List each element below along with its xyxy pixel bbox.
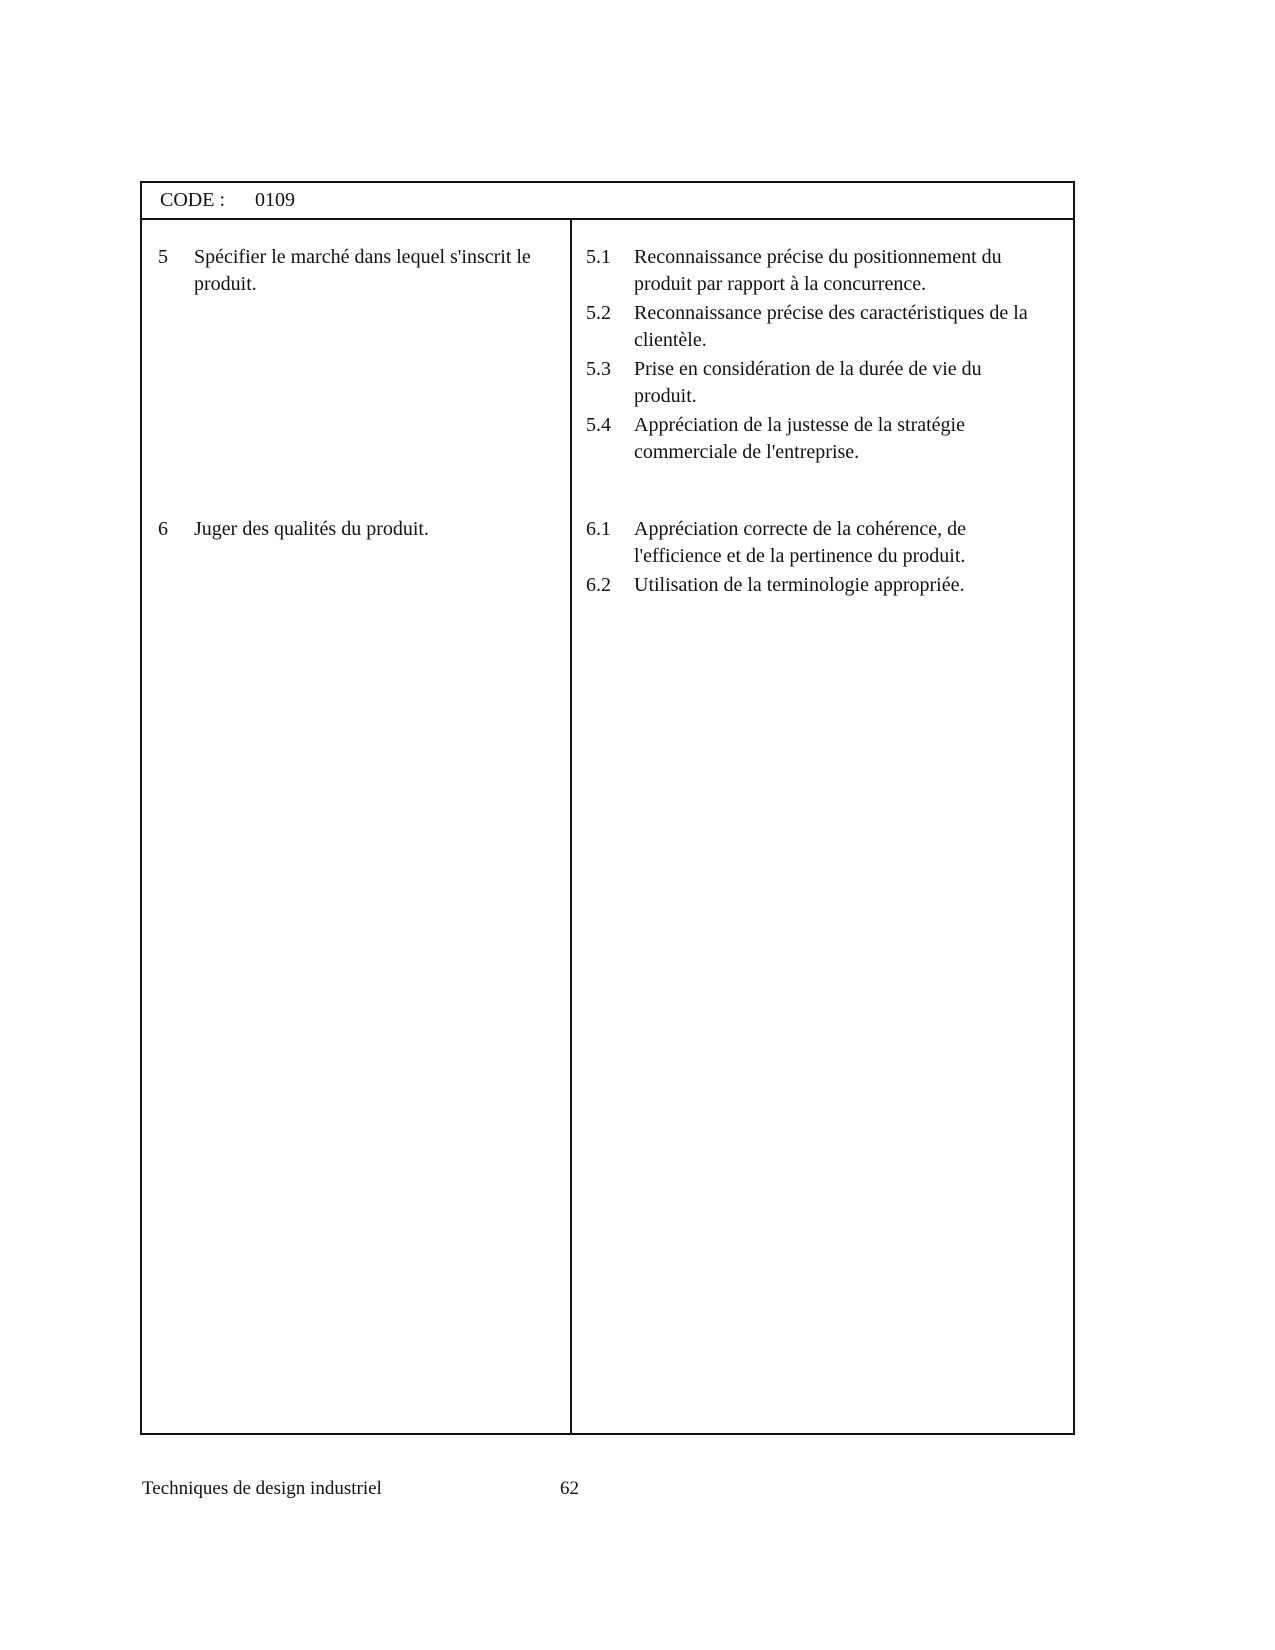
filler-cell-right	[572, 601, 1073, 1433]
footer-title: Techniques de design industriel	[142, 1478, 382, 1499]
criterion-text: Prise en considération de la durée de vie du produit.	[634, 358, 982, 407]
criterion-item	[586, 412, 1047, 466]
criterion-number: 6.1	[586, 518, 611, 540]
filler-cell-left	[142, 601, 572, 1433]
criterion-number: 6.2	[586, 574, 611, 596]
criterion-item	[586, 516, 1047, 570]
criterion-number: 5.4	[586, 414, 611, 436]
objective-number: 6	[158, 518, 168, 540]
table-body	[142, 220, 1073, 1433]
criterion-item	[586, 356, 1047, 410]
objective-cell-6	[142, 468, 572, 601]
criteria-cell-5	[572, 220, 1073, 468]
objective-item	[158, 516, 556, 543]
criterion-number: 5.3	[586, 358, 611, 380]
criterion-number: 5.1	[586, 246, 611, 268]
objective-text: Juger des qualités du produit.	[194, 518, 429, 540]
code-header	[142, 183, 1073, 220]
code-value: 0109	[255, 189, 295, 211]
criterion-item	[586, 244, 1047, 298]
criterion-text: Utilisation de la terminologie appropriée.	[634, 574, 965, 596]
criterion-text: Appréciation correcte de la cohérence, de l'efficience et de la pertinence du produit.	[634, 518, 967, 567]
criteria-table	[140, 181, 1075, 1435]
criteria-cell-6	[572, 468, 1073, 601]
objective-cell-5	[142, 220, 572, 468]
objective-text: Spécifier le marché dans lequel s'inscrit le produit.	[194, 246, 531, 295]
criterion-number: 5.2	[586, 302, 611, 324]
objective-number: 5	[158, 246, 168, 268]
criterion-item	[586, 572, 1047, 599]
objective-item	[158, 244, 556, 298]
criterion-text: Reconnaissance précise des caractéristiques de la clientèle.	[634, 302, 1028, 351]
page-number: 62	[560, 1478, 579, 1499]
code-label: CODE :	[160, 189, 225, 211]
criterion-text: Reconnaissance précise du positionnement du produit par rapport à la concurrence.	[634, 246, 1002, 295]
criterion-item	[586, 300, 1047, 354]
criterion-text: Appréciation de la justesse de la stratégie commerciale de l'entreprise.	[634, 414, 965, 463]
